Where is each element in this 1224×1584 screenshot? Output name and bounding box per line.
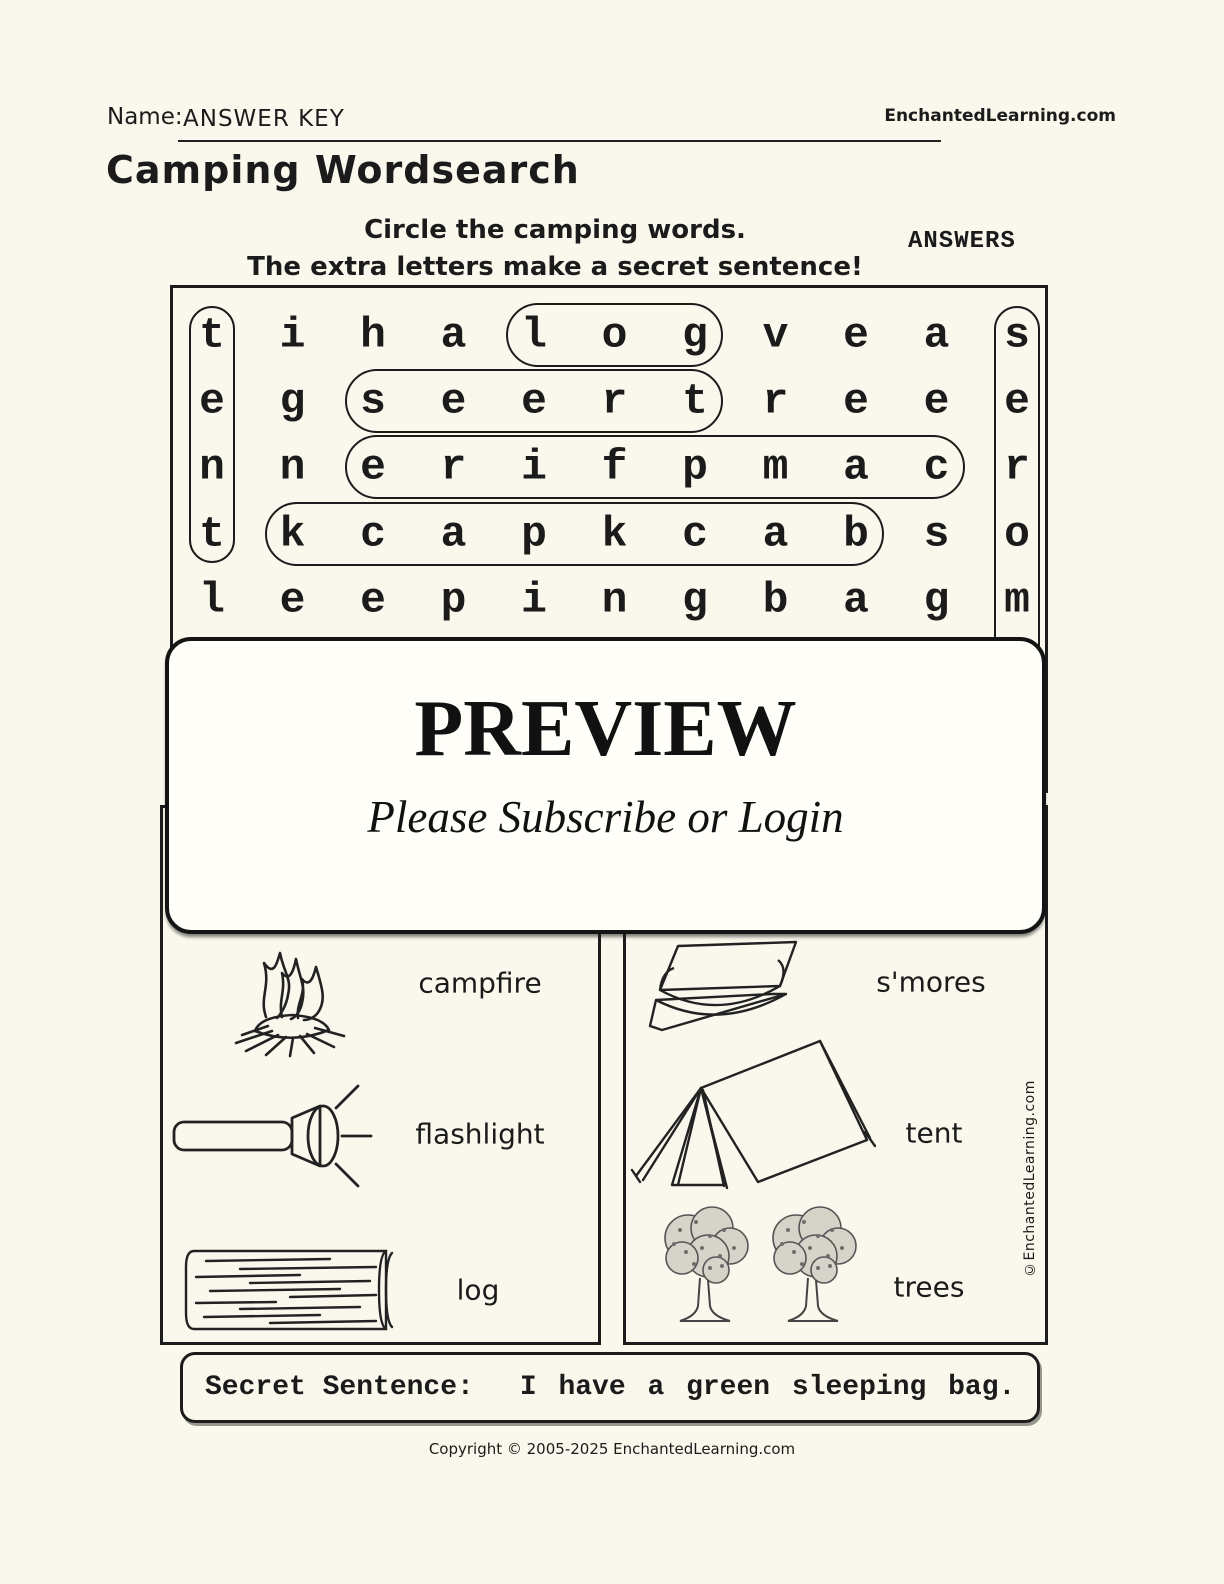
smores-icon xyxy=(648,938,806,1038)
name-value: ANSWER KEY xyxy=(183,106,345,132)
grid-letter-e: e xyxy=(360,442,386,492)
grid-letter-e: e xyxy=(199,376,225,426)
preview-subtitle: Please Subscribe or Login xyxy=(367,792,844,842)
instructions xyxy=(230,212,880,286)
secret-sentence-label: Secret Sentence: xyxy=(205,1372,474,1403)
grid-letter-i: i xyxy=(521,442,547,492)
tent-label: tent xyxy=(905,1116,963,1150)
smores-label: s'mores xyxy=(876,965,986,999)
grid-letter-p: p xyxy=(440,575,467,625)
grid-letter-o: o xyxy=(601,310,628,360)
grid-letter-p: p xyxy=(521,509,547,559)
grid-letter-n: n xyxy=(601,575,628,625)
grid-letter-s: s xyxy=(360,376,386,426)
grid-letter-t: t xyxy=(199,310,225,360)
trees-label: trees xyxy=(893,1270,965,1304)
grid-letter-i: i xyxy=(279,310,306,360)
grid-letter-g: g xyxy=(279,376,306,426)
grid-letter-l: l xyxy=(199,575,225,625)
tent-icon xyxy=(626,1038,876,1190)
grid-letter-c: c xyxy=(923,442,950,492)
grid-letter-g: g xyxy=(682,575,708,625)
name-underline xyxy=(178,140,941,142)
grid-letter-k: k xyxy=(279,509,306,559)
campfire-label: campfire xyxy=(418,966,542,1000)
instructions-line1: Circle the camping words. xyxy=(364,215,746,245)
grid-letter-b: b xyxy=(762,575,789,625)
grid-letter-k: k xyxy=(601,509,628,559)
grid-letter-a: a xyxy=(923,310,950,360)
site-logo: EnchantedLearning.com xyxy=(884,106,1116,126)
answers-label: ANSWERS xyxy=(908,228,1016,255)
grid-letter-r: r xyxy=(601,376,628,426)
grid-letter-e: e xyxy=(843,310,869,360)
grid-letter-n: n xyxy=(199,442,225,492)
grid-letter-b: b xyxy=(843,509,869,559)
grid-letter-f: f xyxy=(601,442,628,492)
grid-letter-i: i xyxy=(521,575,547,625)
grid-letter-c: c xyxy=(360,509,386,559)
name-label: Name: xyxy=(107,104,183,130)
grid-letter-a: a xyxy=(762,509,789,559)
flashlight-icon xyxy=(168,1080,378,1192)
grid-letter-r: r xyxy=(762,376,789,426)
log-icon xyxy=(180,1245,408,1335)
grid-letter-e: e xyxy=(923,376,950,426)
grid-letter-s: s xyxy=(1004,310,1030,360)
grid-letter-g: g xyxy=(682,310,708,360)
preview-overlay[interactable] xyxy=(165,637,1046,934)
grid-letter-a: a xyxy=(843,442,869,492)
grid-letter-l: l xyxy=(521,310,547,360)
grid-letter-r: r xyxy=(440,442,467,492)
grid-letter-o: o xyxy=(1004,509,1030,559)
campfire-icon xyxy=(222,935,362,1060)
grid-letter-t: t xyxy=(199,509,225,559)
grid-letter-m: m xyxy=(762,442,789,492)
grid-letter-t: t xyxy=(682,376,708,426)
grid-letter-h: h xyxy=(360,310,386,360)
log-label: log xyxy=(456,1273,500,1307)
watermark: ©EnchantedLearning.com xyxy=(1022,1080,1038,1277)
grid-letter-e: e xyxy=(1004,376,1030,426)
grid-letter-a: a xyxy=(440,310,467,360)
instructions-line2: The extra letters make a secret sentence! xyxy=(247,251,863,282)
grid-letter-e: e xyxy=(440,376,467,426)
grid-letter-p: p xyxy=(682,442,708,492)
grid-letter-r: r xyxy=(1004,442,1030,492)
grid-letter-e: e xyxy=(279,575,306,625)
secret-sentence-box xyxy=(180,1352,1040,1423)
secret-sentence-value: I have a green sleeping bag. xyxy=(519,1372,1016,1403)
copyright: Copyright © 2005-2025 EnchantedLearning.com xyxy=(428,1440,796,1458)
grid-letter-n: n xyxy=(279,442,306,492)
grid-letter-e: e xyxy=(360,575,386,625)
grid-letter-e: e xyxy=(521,376,547,426)
flashlight-label: flashlight xyxy=(415,1117,545,1151)
preview-title: PREVIEW xyxy=(414,685,797,773)
grid-letter-v: v xyxy=(762,310,789,360)
grid-letter-a: a xyxy=(440,509,467,559)
grid-letter-g: g xyxy=(923,575,950,625)
page-title: Camping Wordsearch xyxy=(106,148,580,192)
trees-icon xyxy=(650,1200,865,1335)
grid-letter-a: a xyxy=(843,575,869,625)
grid-letter-c: c xyxy=(682,509,708,559)
grid-letter-s: s xyxy=(923,509,950,559)
grid-letter-e: e xyxy=(843,376,869,426)
grid-letter-m: m xyxy=(1004,575,1030,625)
